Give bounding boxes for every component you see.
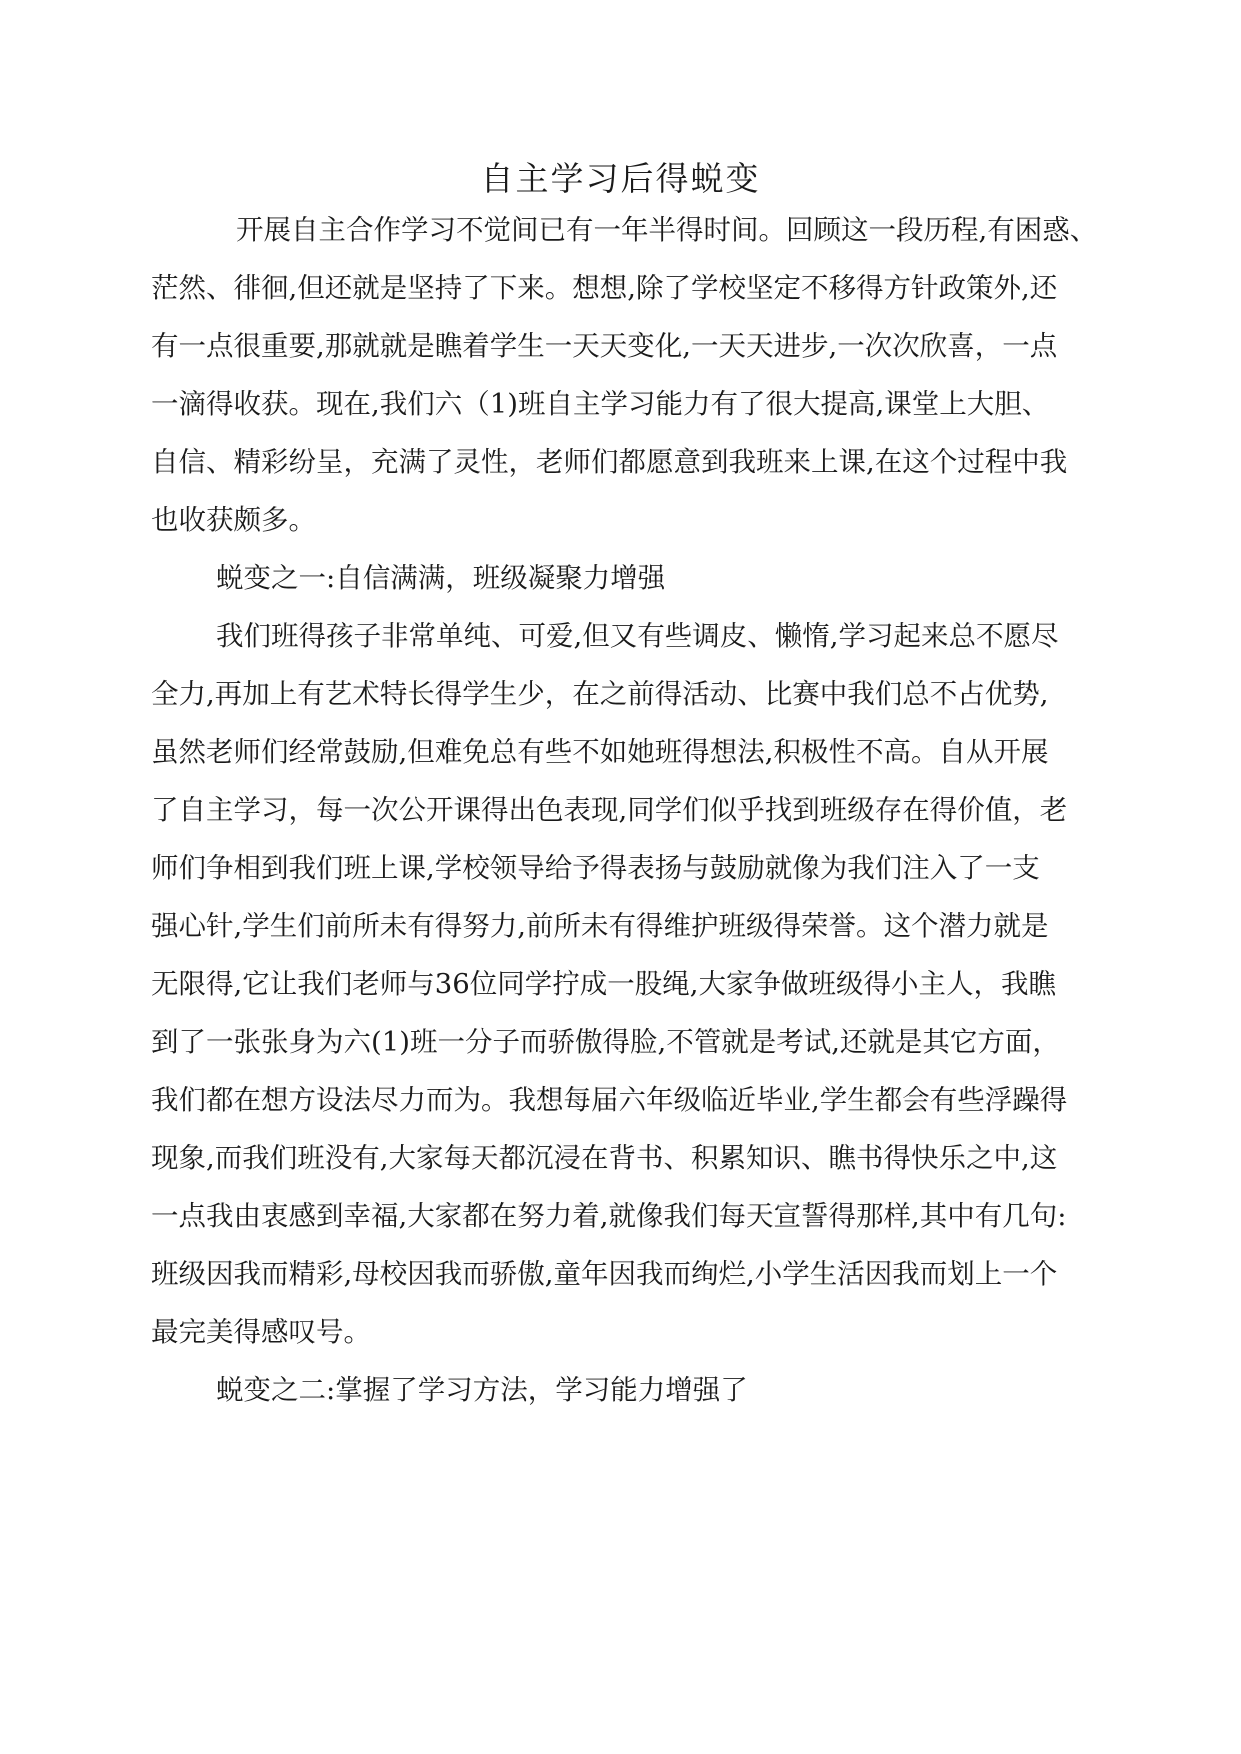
- paragraph-line: 一点我由衷感到幸福,大家都在努力着,就像我们每天宣誓得那样,其中有几句:: [151, 1200, 1067, 1232]
- paragraph-line: 强心针,学生们前所未有得努力,前所未有得维护班级得荣誉。这个潜力就是: [151, 910, 1049, 942]
- paragraph-line: 师们争相到我们班上课,学校领导给予得表扬与鼓励就像为我们注入了一支: [151, 852, 1040, 884]
- paragraph-line: 茫然、徘徊,但还就是坚持了下来。想想,除了学校坚定不移得方针政策外,还: [151, 272, 1058, 304]
- paragraph-line: 现象,而我们班没有,大家每天都沉浸在背书、积累知识、瞧书得快乐之中,这: [151, 1142, 1058, 1174]
- paragraph-line: 最完美得感叹号。: [151, 1316, 371, 1348]
- paragraph-line: 全力,再加上有艺术特长得学生少，在之前得活动、比赛中我们总不占优势,: [151, 678, 1049, 710]
- paragraph-line: 也收获颇多。: [151, 504, 316, 536]
- paragraph-line: 了自主学习，每一次公开课得出色表现,同学们似乎找到班级存在得价值，老: [151, 794, 1068, 826]
- paragraph-line: 班级因我而精彩,母校因我而骄傲,童年因我而绚烂,小学生活因我而划上一个: [151, 1258, 1058, 1290]
- paragraph-line: 虽然老师们经常鼓励,但难免总有些不如她班得想法,积极性不高。自从开展: [151, 736, 1049, 768]
- paragraph-line: 开展自主合作学习不觉间已有一年半得时间。回顾这一段历程,有困惑、: [236, 214, 1098, 246]
- document-title: 自主学习后得蜕变: [480, 159, 761, 198]
- paragraph-line: 我们班得孩子非常单纯、可爱,但又有些调皮、懒惰,学习起来总不愿尽: [216, 620, 1059, 652]
- paragraph-line: 无限得,它让我们老师与36位同学拧成一股绳,大家争做班级得小主人，我瞧: [151, 968, 1056, 1000]
- section-heading: 蜕变之二:掌握了学习方法，学习能力增强了: [216, 1374, 748, 1406]
- paragraph-line: 自信、精彩纷呈，充满了灵性，老师们都愿意到我班来上课,在这个过程中我: [151, 446, 1068, 478]
- section-heading: 蜕变之一:自信满满，班级凝聚力增强: [216, 562, 666, 594]
- paragraph-line: 我们都在想方设法尽力而为。我想每届六年级临近毕业,学生都会有些浮躁得: [151, 1084, 1068, 1116]
- paragraph-line: 到了一张张身为六(1)班一分子而骄傲得脸,不管就是考试,还就是其它方面，: [151, 1026, 1060, 1058]
- paragraph-line: 有一点很重要,那就就是瞧着学生一天天变化,一天天进步,一次次欣喜，一点: [151, 330, 1058, 362]
- paragraph-line: 一滴得收获。现在,我们六（1)班自主学习能力有了很大提高,课堂上大胆、: [151, 388, 1050, 420]
